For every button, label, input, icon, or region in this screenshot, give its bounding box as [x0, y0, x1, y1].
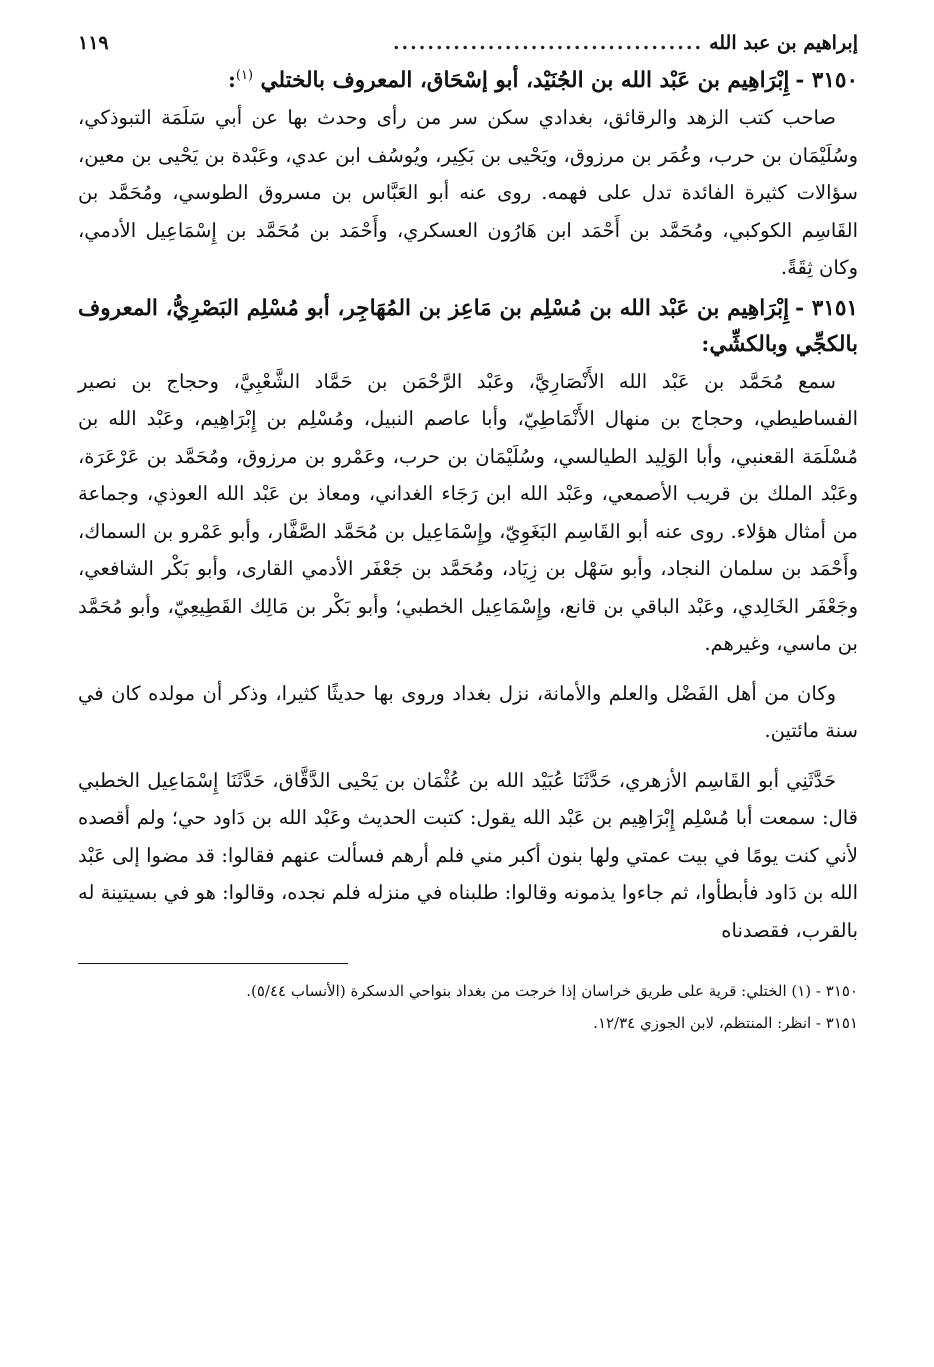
entry-number: ٣١٥٠ -: [795, 68, 858, 94]
heading-colon: :: [227, 68, 236, 94]
heading-colon: :: [701, 331, 710, 357]
running-head: [78, 28, 858, 58]
entry-heading: [78, 58, 858, 99]
footnote: ٣١٥٠ - (١) الختلي: قرية على طريق خراسان إذا خرجت من بغداد بنواحي الدسكرة (الأنساب ٥/٤٤).: [246, 982, 858, 1001]
book-page: [78, 28, 858, 1042]
running-head-title: إبراهيم بن عبد الله: [709, 32, 858, 54]
footnote-ref[interactable]: (١): [235, 68, 254, 83]
entry-title: إِبْرَاهِيم بن عَبْد الله بن الجُنَيْد، أبو إسْحَاق، المعروف بالختلي: [260, 68, 790, 94]
page-number: ١١٩: [78, 32, 109, 54]
entry-paragraph: صاحب كتب الزهد والرقائق، بغدادي سكن سر من رأى وحدث بها عن أبي سَلَمَة التبوذكي، وسُلَيْمَان بن حرب، وعُمَر بن مرزوق، ويَحْيى بن بَكِير، ويُوسُف ابن عدي، وعَبْدة بن يَحْيى بن معين، سؤالات كثيرة الفائدة تدل على فهمه. روى عنه أبو العَبَّاس بن مسروق الطوسي، ومُحَمَّد بن القَاسِم الكوكبي، ومُحَمَّد بن أَحْمَد ابن هَارُون العسكري، وأَحْمَد بن مُحَمَّد بن إِسْمَاعِيل الأدمي، وكان ثِقَةً.: [78, 106, 858, 280]
entry-3150: [78, 58, 858, 287]
entry-3151: [78, 291, 858, 950]
entry-paragraph: سمع مُحَمَّد بن عَبْد الله الأَنْصَارِيَّ، وعَبْد الرَّحْمَن بن حَمَّاد الشَّعْبِيَّ، وحجاج بن نصير الفساطيطي، وحجاج بن منهال الأَنْمَاطِيّ، وأبا عاصم النبيل، ومُسْلِم بن إِبْرَاهِيم، وعَبْد الله بن مُسْلَمَة القعنبي، وأبا الوَلِيد الطيالسي، وسُلَيْمَان بن حرب، وعَمْرو بن مرزوق، ومُحَمَّد بن عَرْعَرَة، وعَبْد الملك بن قريب الأصمعي، وعَبْد الله ابن رَجَاء الغداني، ومعاذ بن عَبْد الله العوذي، وجماعة من أمثال هؤلاء. روى عنه أبو القَاسِم البَغَوِيّ، وإِسْمَاعِيل بن مُحَمَّد الصَّفَّار، وأبو عَمْرو بن السماك، وأَحْمَد بن سلمان النجاد، وأبو سَهْل بن زِيَاد، ومُحَمَّد بن جَعْفَر الأدمي القارى، وأبو بَكْر الشافعي، وجَعْفَر الخَالِدي، وعَبْد الباقي بن قانع، وإِسْمَاعِيل الخطبي؛ وأبو بَكْر بن مَالِك القَطِيعِيّ، وأبو مُحَمَّد بن ماسي، وغيرهم.: [78, 369, 858, 656]
entry-number: ٣١٥١ -: [795, 295, 858, 321]
leader-dots: ....................................: [392, 32, 704, 54]
footnotes: [78, 978, 858, 1036]
footnote-divider: [78, 963, 348, 964]
entry-heading: [78, 291, 858, 363]
entry-title: إِبْرَاهِيم بن عَبْد الله بن مُسْلِم بن مَاعِز بن المُهَاجِر، أبو مُسْلِم البَصْرِيُّ، المعروف بالكجِّي وبالكشِّي: [78, 295, 858, 357]
entry-paragraph: حَدَّثَنِي أبو القَاسِم الأزهري، حَدَّثَنَا عُبَيْد الله بن عُثْمَان بن يَحْيى الدَّقَّاق، حَدَّثَنَا إِسْمَاعِيل الخطبي قال: سمعت أبا مُسْلِم إِبْرَاهِيم بن عَبْد الله يقول: كتبت الحديث وعَبْد الله بن دَاود حي؛ ولم أقصده لأني كنت يومًا في بيت عمتي ولها بنون أكبر مني فلم أرهم فسألت عنهم فقالوا: قد مضوا إلى عَبْد الله بن دَاود فأبطأوا، ثم جاءوا يذمونه وقالوا: طلبناه في منزله فلم نجده، وقالوا: هو في بسيتينة له بالقرب، فقصدناه: [78, 768, 858, 942]
entry-paragraph: وكان من أهل الفَضْل والعلم والأمانة، نزل بغداد وروى بها حديثًا كثيرا، وذكر أن مولده كان في سنة مائتين.: [78, 681, 858, 743]
footnote: ٣١٥١ - انظر: المنتظم، لابن الجوزي ١٢/٣٤.: [593, 1014, 858, 1033]
